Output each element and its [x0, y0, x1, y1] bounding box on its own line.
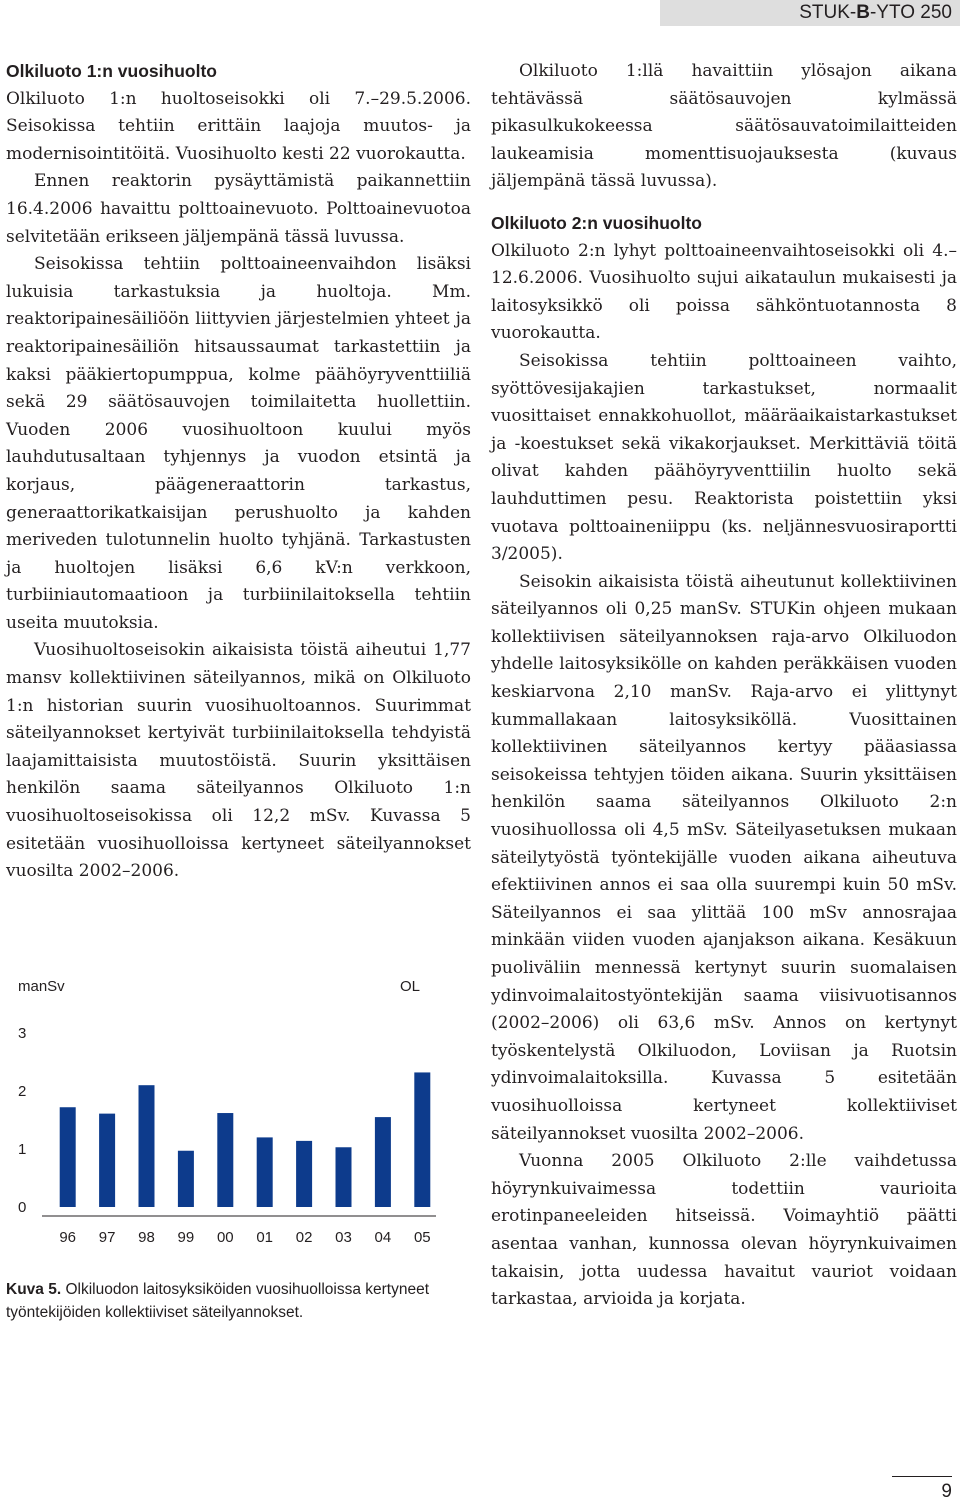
collective-dose-bar-chart: [6, 965, 456, 1255]
report-series-header: STUK-B-YTO 250: [660, 0, 960, 26]
paragraph: Olkiluoto 1:llä havaittiin ylösajon aikana tehtävässä säätösauvojen kylmässä pikasulkukokeessa säätösauvatoimilaitteiden laukeamisia momenttisuojauksesta (kuvaus jäljempänä tässä luvussa).: [491, 61, 957, 192]
chart-x-tick-label: 01: [256, 1229, 274, 1246]
section-heading-ol1: Olkiluoto 1:n vuosihuolto: [6, 61, 217, 81]
chart-x-tick-label: 97: [98, 1229, 116, 1246]
paragraph: Seisokissa tehtiin polttoaineen vaihto, syöttövesijakajien tarkastukset, normaalit vuosittaiset ennakkohuollot, määräaikaistarkastukset ja -koestukset sekä vikakorjaukset. Merkittäviä töitä olivat kahden päähöyryventtiilin huolto sekä lauhduttimen pesu. Reaktorista poistettiin yksi vuotava polttoaineniippu (ks. neljännesvuosiraportti 3/2005).: [491, 350, 957, 565]
chart-bar: [257, 1137, 273, 1207]
chart-bar: [375, 1117, 391, 1207]
chart-bar: [296, 1141, 312, 1207]
chart-x-tick-label: 03: [335, 1229, 352, 1246]
chart-bar: [178, 1151, 194, 1207]
figure-caption-text: Olkiluodon laitosyksiköiden vuosihuolloissa kertyneet työntekijöiden kollektiiviset säteilyannokset.: [6, 1281, 430, 1321]
chart-bar: [217, 1113, 233, 1207]
paragraph: Olkiluoto 2:n lyhyt polttoaineenvaihtoseisokki oli 4.–12.6.2006. Vuosihuolto sujui aikataulun mukaisesti ja laitosyksikkö oli poissa sähköntuotannosta 8 vuorokautta.: [491, 240, 957, 344]
chart-x-tick-label: 98: [138, 1229, 155, 1246]
paragraph: Ennen reaktorin pysäyttämistä paikannettiin 16.4.2006 havaittu polttoainevuoto. Polttoainevuotoa selvitetään erikseen jäljempänä tässä luvussa.: [6, 171, 471, 247]
figure-caption-label: Kuva 5.: [6, 1281, 62, 1298]
right-column: [491, 58, 957, 1314]
paragraph: Seisokin aikaisista töistä aiheutunut kollektiivinen säteilyannos oli 0,25 manSv. STUKin ohjeen mukaan kollektiivisen säteilyannoksen raja-arvo Olkiluodon yhdelle laitosyksikölle on kahden peräkkäisen vuoden keskiarvona 2,10 manSv. Raja-arvo ei ylittynyt kummallakaan laitosyksiköllä. Vuosittainen kollektiivinen säteilyannos kertyy pääasiassa seisokeissa tehtyjen töiden aikana. Suurin yksittäisen henkilön saama säteilyannos Olkiluoto 2:n vuosihuollossa oli 4,5 mSv. Säteilyasetuksen mukaan säteilytyöstä työntekijälle vuoden aikana aiheutuva efektiivinen annos ei saa olla suurempi kuin 50 mSv. Säteilyannos ei saa ylittää 100 mSv annosrajaa minkään viiden vuoden ajanjakson aikana. Kesäkuun puoliväliin mennessä kertynyt suurin suomalaisen ydinvoimalaitostyöntekijän saama viisivuotisannos (2002–2006) oli 63,6 mSv. Annos on kertynyt työskentelystä Olkiluodon, Loviisan ja Ruotsin ydinvoimalaitoksilla. Kuvassa 5 esitetään vuosihuolloissa kertyneet kollektiiviset säteilyannokset vuosilta 2002–2006.: [491, 571, 957, 1144]
chart-bar: [414, 1072, 430, 1207]
chart-bar: [60, 1107, 76, 1207]
chart-y-tick-label: 0: [18, 1199, 27, 1216]
chart-x-tick-label: 05: [413, 1229, 431, 1246]
chart-x-tick-label: 96: [59, 1229, 77, 1246]
chart-bar: [336, 1147, 352, 1207]
chart-x-tick-label: 00: [216, 1229, 234, 1246]
paragraph: Vuosihuoltoseisokin aikaisista töistä aiheutui 1,77 mansv kollektiivinen säteilyannos, mikä on Olkiluoto 1:n historian suurin vuosihuoltoannos. Suurimmat säteilyannokset kertyivät turbiinilaitoksella tehdyistä laajamittaisista muutostöistä. Suurin yksittäisen henkilön saama säteilyannos Olkiluoto 1:n vuosihuoltoseisokissa oli 12,2 mSv. Kuvassa 5 esitetään vuosihuolloissa kertyneet säteilyannokset vuosilta 2002–2006.: [6, 640, 471, 882]
paragraph: Seisokissa tehtiin polttoaineenvaihdon lisäksi lukuisia tarkastuksia ja huoltoja. Mm. reaktoripainesäiliöön liittyvien järjestelmien yhteet ja reaktoripainesäiliön hitsaussaumat tarkastettiin ja kaksi pääkiertopumppua, kolme päähöyryventtiiliä sekä 29 säätösauvojen toimilaitetta huollettiin. Vuoden 2006 vuosihuoltoon kuului myös lauhdutusaltaan tyhjennys ja vuodon etsintä ja korjaus, päägeneraattorin tarkastus, generaattorikatkaisijan perushuolto ja kahden meriveden tulotunnelin huolto tyhjänä. Tarkastusten ja huoltojen lisäksi 6,6 kV:n verkkoon, turbiiniautomaatioon ja turbiinilaitoksella tehtiin useita muutoksia.: [6, 254, 471, 633]
chart-y-tick-label: 2: [18, 1083, 27, 1100]
chart-y-tick-label: 3: [18, 1025, 27, 1042]
chart-x-tick-label: 99: [177, 1229, 195, 1246]
paragraph: Vuonna 2005 Olkiluoto 2:lle vaihdetussa höyrynkuivaimessa todettiin vaurioita erotinpaneeleiden hitseissä. Voimayhtiö päätti asentaa vanhan, kunnossa olevan höyrynkuivaimen takaisin, jotta uudessa havaitut vauriot voidaan tarkastaa, arvioida ja korjata.: [491, 1151, 957, 1310]
chart-x-tick-label: 02: [295, 1229, 313, 1246]
chart-bar: [139, 1085, 155, 1207]
figure-caption: [6, 1278, 476, 1324]
left-column: [6, 58, 471, 886]
paragraph: Olkiluoto 1:n huoltoseisokki oli 7.–29.5.2006. Seisokissa tehtiin erittäin laajoja muutos- ja modernisointitöitä. Vuosihuolto kesti 22 vuorokautta.: [6, 88, 471, 164]
chart-y-unit-label: manSv: [18, 978, 65, 995]
chart-corner-label: OL: [400, 978, 421, 995]
chart-bar: [99, 1114, 115, 1207]
chart-y-tick-label: 1: [18, 1141, 27, 1158]
page-number: 9: [892, 1476, 952, 1503]
chart-x-tick-label: 04: [374, 1229, 392, 1246]
section-heading-ol2: Olkiluoto 2:n vuosihuolto: [491, 212, 702, 233]
